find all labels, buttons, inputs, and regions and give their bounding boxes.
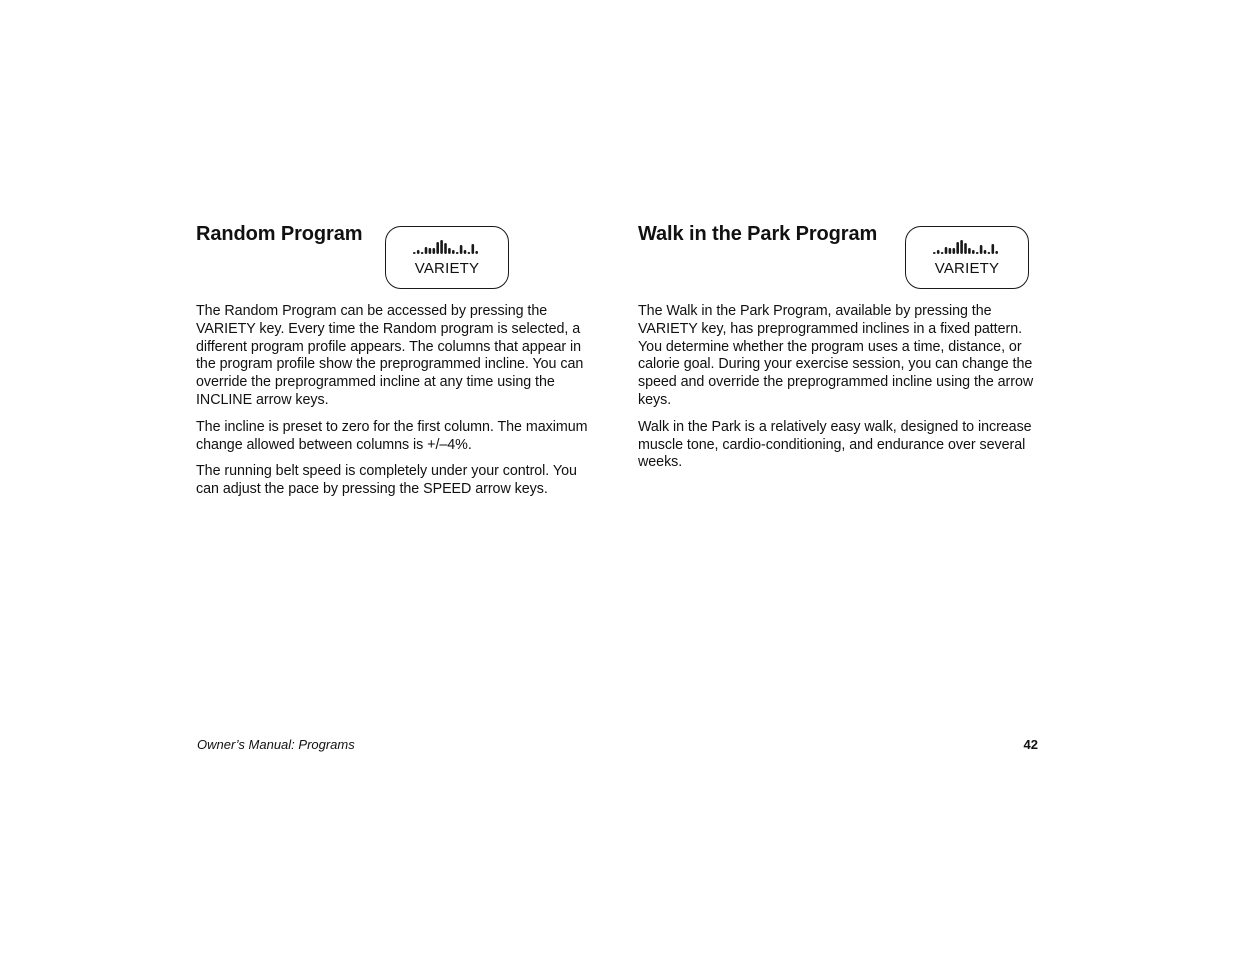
profile-bar	[472, 244, 475, 254]
variety-key-label: VARIETY	[414, 260, 480, 277]
paragraph: The running belt speed is completely under your control. You can adjust the pace by pressing the SPEED arrow keys.	[196, 463, 577, 498]
profile-bar	[933, 252, 936, 254]
profile-bar	[964, 243, 967, 254]
profile-bar	[417, 250, 420, 254]
profile-bar	[984, 250, 987, 254]
profile-bar	[444, 243, 447, 254]
profile-bar	[972, 250, 975, 254]
profile-bar	[992, 244, 995, 254]
random-program-body	[196, 303, 596, 508]
profile-bar	[941, 252, 944, 254]
bar-profile-icon	[933, 236, 1001, 256]
profile-bar	[468, 252, 471, 254]
profile-bar	[448, 248, 451, 254]
variety-key	[905, 226, 1029, 289]
profile-bar	[980, 245, 983, 254]
profile-bar	[949, 248, 952, 254]
profile-bar	[456, 252, 459, 254]
walk-in-the-park-title: Walk in the Park Program	[638, 223, 878, 245]
profile-bar	[421, 252, 424, 254]
profile-bar	[452, 250, 455, 254]
profile-bar	[956, 242, 959, 254]
profile-bar	[988, 252, 991, 254]
paragraph: The Random Program can be accessed by pressing the VARIETY key. Every time the Random program is selected, a different program profile appears. The columns that appear in the program profile show the preprogrammed incline. You can override the preprogrammed incline at any time using the INCLINE arrow keys.	[196, 303, 584, 408]
bar-profile-icon	[413, 236, 481, 256]
random-program-title: Random Program	[196, 223, 363, 245]
profile-bar	[436, 242, 439, 254]
paragraph: The Walk in the Park Program, available by pressing the VARIETY key, has preprogrammed inclines in a fixed pattern. You determine whether the program uses a time, distance, or calorie goal. During your exercise session, you can change the speed and override the preprogrammed incline using the arrow keys.	[638, 303, 1034, 408]
variety-key-label: VARIETY	[934, 260, 1000, 277]
profile-bar	[968, 248, 971, 254]
variety-key	[385, 226, 509, 289]
page-number: 42	[1023, 737, 1038, 752]
profile-bar	[960, 240, 963, 254]
manual-section-label: Owner’s Manual: Programs	[197, 737, 355, 752]
profile-bar	[413, 252, 416, 254]
paragraph: Walk in the Park is a relatively easy walk, designed to increase muscle tone, cardio-conditioning, and endurance over several weeks.	[638, 418, 1032, 471]
profile-bar	[425, 247, 428, 254]
walk-in-the-park-body	[638, 303, 1038, 481]
profile-bar	[995, 251, 998, 254]
profile-bar	[429, 248, 432, 254]
profile-bar	[945, 247, 948, 254]
profile-bar	[976, 252, 979, 254]
profile-bar	[953, 248, 956, 254]
profile-bar	[440, 240, 443, 254]
profile-bar	[464, 250, 467, 254]
paragraph: The incline is preset to zero for the first column. The maximum change allowed between columns is +/–4%.	[196, 418, 588, 453]
profile-bar	[937, 250, 940, 254]
profile-bar	[475, 251, 478, 254]
profile-bar	[460, 245, 463, 254]
profile-bar	[433, 248, 436, 254]
